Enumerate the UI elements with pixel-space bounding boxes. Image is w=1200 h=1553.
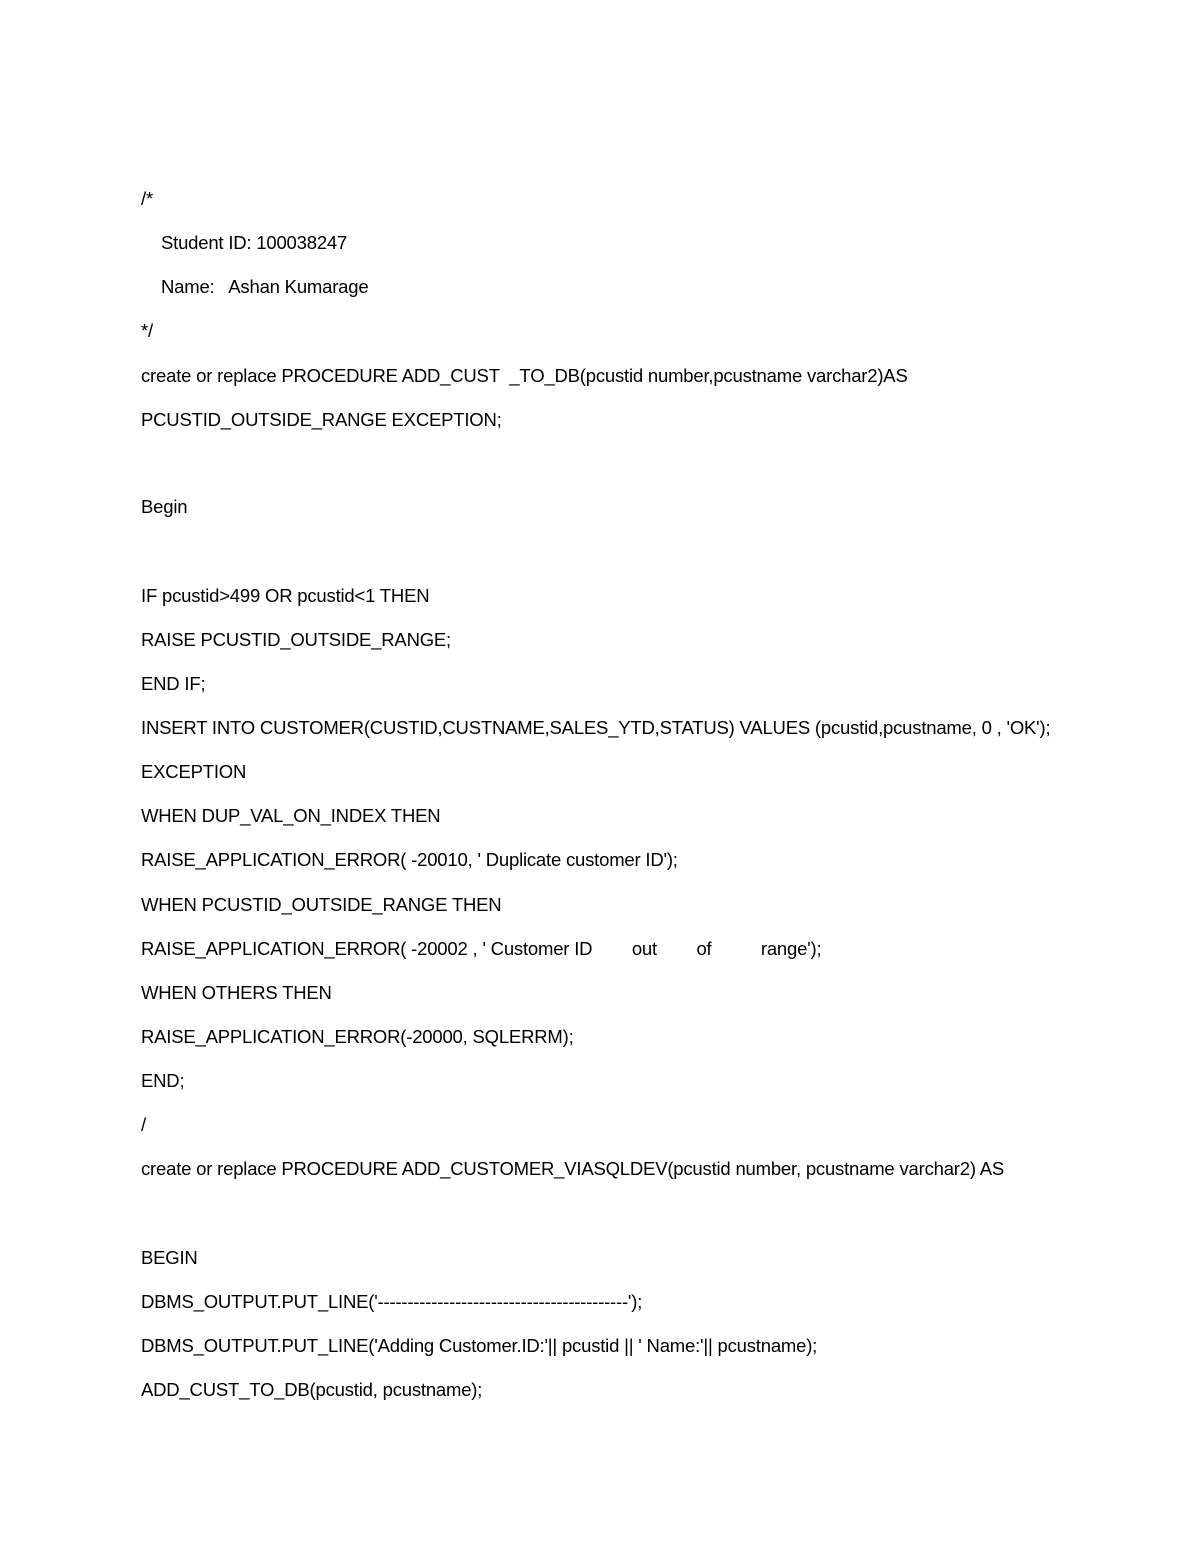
code-line: INSERT INTO CUSTOMER(CUSTID,CUSTNAME,SALES_YTD,STATUS) VALUES (pcustid,pcustname, 0 , 'OK'); — [141, 717, 1051, 738]
code-line: IF pcustid>499 OR pcustid<1 THEN — [141, 585, 430, 606]
student-id-line: Student ID: 100038247 — [161, 232, 348, 253]
comment-open: /* — [141, 188, 153, 209]
code-line: Begin — [141, 496, 188, 517]
code-line: BEGIN — [141, 1247, 198, 1268]
code-line: RAISE_APPLICATION_ERROR( -20010, ' Duplicate customer ID'); — [141, 849, 678, 870]
code-line: EXCEPTION — [141, 761, 247, 782]
student-name-line: Name: Ashan Kumarage — [161, 276, 369, 297]
comment-close: */ — [141, 320, 153, 341]
code-line: PCUSTID_OUTSIDE_RANGE EXCEPTION; — [141, 409, 502, 430]
code-line: WHEN PCUSTID_OUTSIDE_RANGE THEN — [141, 894, 502, 915]
code-line: ADD_CUST_TO_DB(pcustid, pcustname); — [141, 1379, 483, 1400]
code-line: END IF; — [141, 673, 206, 694]
code-line: DBMS_OUTPUT.PUT_LINE('Adding Customer.ID:'|| pcustid || ' Name:'|| pcustname); — [141, 1335, 818, 1356]
code-line: DBMS_OUTPUT.PUT_LINE('------------------------------------------'); — [141, 1291, 643, 1312]
code-line: WHEN DUP_VAL_ON_INDEX THEN — [141, 805, 441, 826]
code-line: END; — [141, 1070, 185, 1091]
code-line: create or replace PROCEDURE ADD_CUST _TO_DB(pcustid number,pcustname varchar2)AS — [141, 365, 908, 386]
code-line: RAISE_APPLICATION_ERROR(-20000, SQLERRM); — [141, 1026, 574, 1047]
code-line: / — [141, 1114, 146, 1135]
code-line: create or replace PROCEDURE ADD_CUSTOMER_VIASQLDEV(pcustid number, pcustname varchar2) AS — [141, 1158, 1005, 1179]
code-line: RAISE_APPLICATION_ERROR( -20002 , ' Customer ID out of range'); — [141, 938, 822, 959]
code-line: RAISE PCUSTID_OUTSIDE_RANGE; — [141, 629, 451, 650]
code-line: WHEN OTHERS THEN — [141, 982, 332, 1003]
